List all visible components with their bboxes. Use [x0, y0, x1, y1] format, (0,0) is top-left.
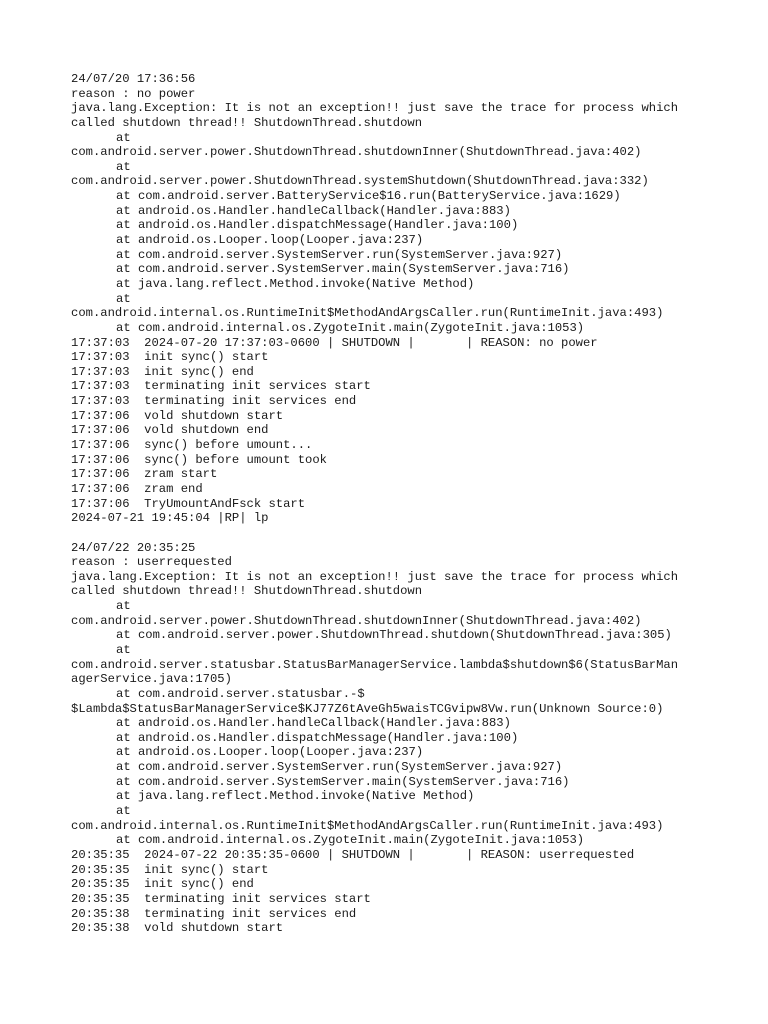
event-line: 17:37:06 zram end: [71, 481, 203, 496]
event-line: 17:37:06 sync() before umount took: [71, 452, 327, 467]
trace-line: at android.os.Handler.handleCallback(Handler.java:883): [116, 203, 511, 218]
trace-line: at: [116, 804, 131, 819]
trace-line: $Lambda$StatusBarManagerService$KJ77Z6tAveGh5waisTCGvipw8Vw.run(Unknown Source:0): [71, 701, 664, 716]
event-line: 17:37:03 2024-07-20 17:37:03-0600 | SHUTDOWN | | REASON: no power: [71, 335, 598, 350]
event-line: 20:35:35 init sync() start: [71, 862, 269, 877]
trace-line: at android.os.Handler.dispatchMessage(Handler.java:100): [116, 730, 519, 745]
trace-line: at: [116, 130, 131, 145]
event-line: 20:35:35 terminating init services start: [71, 891, 371, 906]
trace-line: at com.android.server.power.ShutdownThread.shutdown(ShutdownThread.java:305): [116, 628, 672, 643]
blank-line: [71, 526, 761, 541]
trace-line: at com.android.server.SystemServer.run(SystemServer.java:927): [116, 247, 563, 262]
trace-line: at java.lang.reflect.Method.invoke(Native Method): [116, 789, 475, 804]
trace-line: at: [116, 642, 131, 657]
event-line: 17:37:06 vold shutdown start: [71, 408, 284, 423]
trace-line: at android.os.Looper.loop(Looper.java:237): [116, 233, 424, 248]
event-line: 17:37:06 TryUmountAndFsck start: [71, 496, 306, 511]
log-reason: reason : userrequested: [71, 555, 232, 570]
event-line: 17:37:03 terminating init services end: [71, 394, 357, 409]
event-line: 17:37:06 sync() before umount...: [71, 438, 313, 453]
trace-line: com.android.server.statusbar.StatusBarManagerService.lambda$shutdown$6(StatusBarMan: [71, 657, 679, 672]
event-line: 20:35:38 vold shutdown start: [71, 921, 284, 936]
event-line: 17:37:03 init sync() end: [71, 364, 254, 379]
trace-line: com.android.server.power.ShutdownThread.systemShutdown(ShutdownThread.java:332): [71, 174, 649, 189]
trace-line: at com.android.server.SystemServer.main(SystemServer.java:716): [116, 774, 570, 789]
trace-line: at com.android.server.SystemServer.main(SystemServer.java:716): [116, 262, 570, 277]
trace-line: at java.lang.reflect.Method.invoke(Native Method): [116, 276, 475, 291]
trace-line: at com.android.server.BatteryService$16.run(BatteryService.java:1629): [116, 189, 621, 204]
log-date-header: 24/07/22 20:35:25: [71, 540, 196, 555]
trace-line: agerService.java:1705): [71, 672, 232, 687]
event-line: 17:37:03 terminating init services start: [71, 379, 371, 394]
event-line: 17:37:06 vold shutdown end: [71, 423, 269, 438]
exception-line: called shutdown thread!! ShutdownThread.shutdown: [71, 584, 423, 599]
event-line: 2024-07-21 19:45:04 |RP| lp: [71, 511, 269, 526]
log-reason: reason : no power: [71, 86, 196, 101]
trace-line: at com.android.server.statusbar.-$: [116, 686, 365, 701]
trace-line: com.android.server.power.ShutdownThread.shutdownInner(ShutdownThread.java:402): [71, 145, 642, 160]
trace-line: at android.os.Handler.dispatchMessage(Handler.java:100): [116, 218, 519, 233]
exception-line: java.lang.Exception: It is not an exception!! just save the trace for process which: [71, 101, 679, 116]
exception-line: called shutdown thread!! ShutdownThread.shutdown: [71, 115, 423, 130]
event-line: 17:37:06 zram start: [71, 467, 218, 482]
trace-line: at android.os.Handler.handleCallback(Handler.java:883): [116, 716, 511, 731]
trace-line: at: [116, 599, 131, 614]
trace-line: at android.os.Looper.loop(Looper.java:237): [116, 745, 424, 760]
trace-line: com.android.server.power.ShutdownThread.shutdownInner(ShutdownThread.java:402): [71, 613, 642, 628]
exception-line: java.lang.Exception: It is not an exception!! just save the trace for process which: [71, 569, 679, 584]
trace-line: at com.android.internal.os.ZygoteInit.main(ZygoteInit.java:1053): [116, 320, 585, 335]
trace-line: at com.android.server.SystemServer.run(SystemServer.java:927): [116, 760, 563, 775]
event-line: 20:35:35 2024-07-22 20:35:35-0600 | SHUTDOWN | | REASON: userrequested: [71, 847, 635, 862]
trace-line: at com.android.internal.os.ZygoteInit.main(ZygoteInit.java:1053): [116, 833, 585, 848]
log-date-header: 24/07/20 17:36:56: [71, 72, 196, 86]
trace-line: com.android.internal.os.RuntimeInit$MethodAndArgsCaller.run(RuntimeInit.java:493): [71, 818, 664, 833]
shutdown-log: [71, 72, 761, 936]
trace-line: at: [116, 159, 131, 174]
event-line: 20:35:35 init sync() end: [71, 877, 254, 892]
trace-line: com.android.internal.os.RuntimeInit$MethodAndArgsCaller.run(RuntimeInit.java:493): [71, 306, 664, 321]
event-line: 20:35:38 terminating init services end: [71, 906, 357, 921]
trace-line: at: [116, 291, 131, 306]
event-line: 17:37:03 init sync() start: [71, 350, 269, 365]
